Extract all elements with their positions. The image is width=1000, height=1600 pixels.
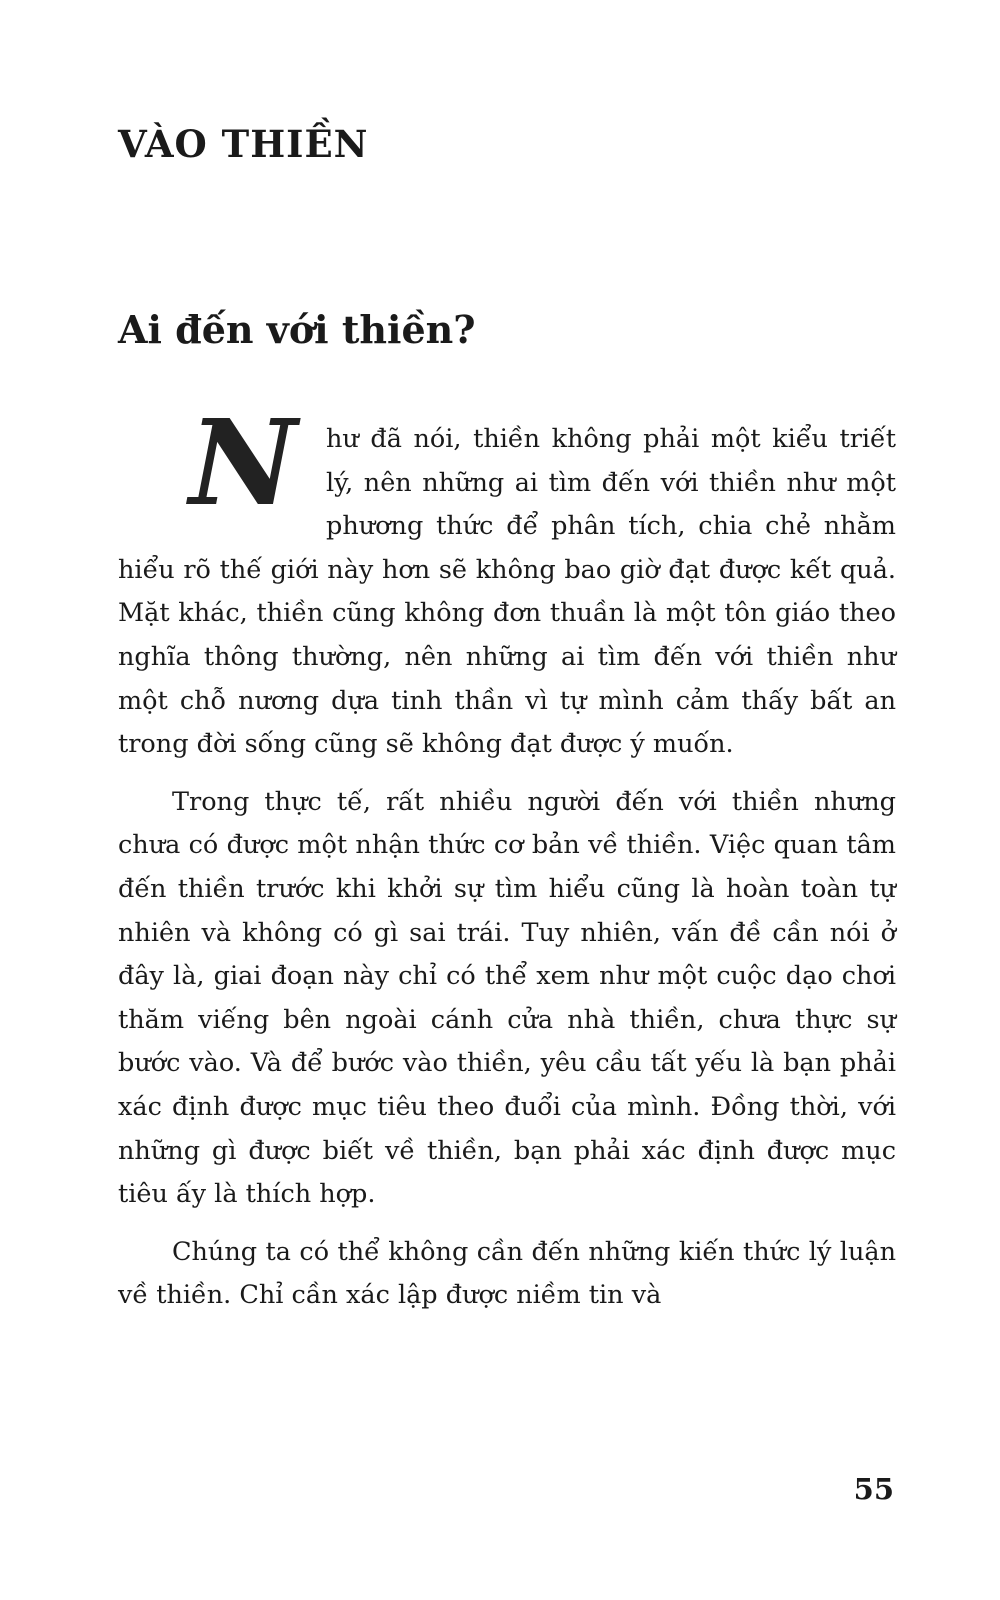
page-number: 55 (853, 1472, 894, 1506)
paragraph-1-text: hư đã nói, thiền không phải một kiểu triết lý, nên những ai tìm đến với thiền như một phương thức để phân tích, chia chẻ nhằm hiểu rõ thế giới này hơn sẽ không bao giờ đạt được kết quả. Mặt khác, thiền cũng không đơn thuần là một tôn giáo theo nghĩa thông thường, nên những ai tìm đến với thiền như một chỗ nương dựa tinh thần vì tự mình cảm thấy bất an trong đời sống cũng sẽ không đạt được ý muốn. (118, 424, 896, 760)
paragraph-2: Trong thực tế, rất nhiều người đến với thiền nhưng chưa có được một nhận thức cơ bản về thiền. Việc quan tâm đến thiền trước khi khởi sự tìm hiểu cũng là hoàn toàn tự nhiên và không có gì sai trái. Tuy nhiên, vấn đề cần nói ở đây là, giai đoạn này chỉ có thể xem như một cuộc dạo chơi thăm viếng bên ngoài cánh cửa nhà thiền, chưa thực sự bước vào. Và để bước vào thiền, yêu cầu tất yếu là bạn phải xác định được mục tiêu theo đuổi của mình. Đồng thời, với những gì được biết về thiền, bạn phải xác định được mục tiêu ấy là thích hợp. (118, 786, 896, 1210)
paragraph-1 (118, 393, 896, 767)
drop-cap-letter: N (189, 393, 293, 532)
chapter-title: VÀO THIỀN (118, 122, 369, 166)
section-title: Ai đến với thiền? (118, 307, 476, 352)
body-text (118, 393, 896, 1332)
paragraph-3: Chúng ta có thể không cần đến những kiến thức lý luận về thiền. Chỉ cần xác lập được niềm tin và (118, 1236, 896, 1311)
